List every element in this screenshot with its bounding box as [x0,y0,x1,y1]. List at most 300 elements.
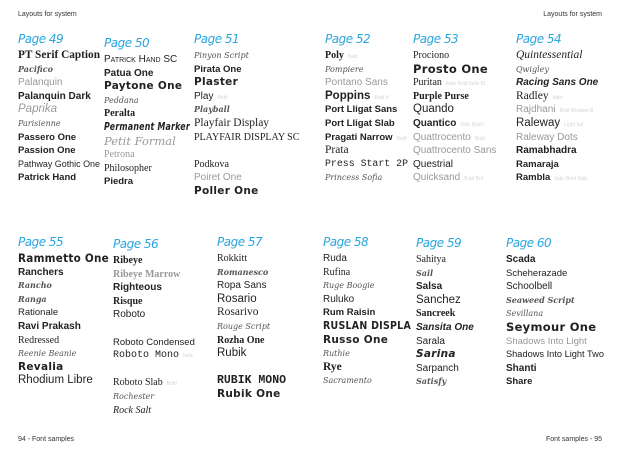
page-heading: Page 60 [506,236,552,250]
font-name: Sevillana [506,309,544,319]
font-name: Sail [416,267,434,278]
font-name: Sarina [416,348,456,361]
font-name: Rammetto One [18,251,109,265]
font-sample-line [194,117,269,131]
font-sample [416,362,474,376]
font-name: Podkova [194,158,229,170]
font-sample [506,375,607,389]
font-name: Peralta [104,108,136,120]
font-sample [18,306,119,320]
page-heading: Page 53 [413,32,459,46]
font-name: Prosto One [413,61,489,76]
font-sample [113,390,195,404]
font-sample-line [416,294,461,308]
font-sample [217,279,286,293]
font-sample [194,144,299,158]
font-sample-line [194,103,230,117]
font-sample [113,295,195,309]
font-sample-line [104,67,153,81]
page-column [217,235,286,402]
font-sample-line [416,321,474,335]
font-name: Raleway Dots [516,131,578,143]
font-sample [217,374,286,388]
font-sample [413,171,496,185]
font-sample-line [18,252,109,266]
font-sample-line [516,76,598,90]
font-name: Romanesco [217,266,269,277]
font-style-variants: Italic [552,94,563,101]
font-sample [413,76,496,90]
font-name: Rouge Script [217,321,271,331]
font-sample [194,103,299,117]
font-sample [323,347,421,361]
font-sample [113,322,195,336]
font-sample-line [325,144,349,158]
font-sample-line [18,144,76,158]
font-sample-line [18,63,53,77]
font-sample [416,375,474,389]
page-heading: Page 55 [18,235,64,249]
font-sample-line [323,293,354,307]
font-sample [506,307,607,321]
font-sample-line [113,349,193,364]
font-name: Playball [194,104,230,115]
font-name: Quantico [413,117,457,129]
font-name: Sacramento [323,376,372,386]
footer-left: 94 - Font samples [18,436,75,443]
font-sample-line [113,281,162,295]
font-name: Ramabhadra [516,145,577,157]
font-name: Questrial [413,158,454,170]
font-name: Rufina [323,266,351,278]
font-name: Passero One [18,131,77,143]
font-sample [194,131,299,145]
font-name: Patua One [104,67,154,79]
font-name: Petit Formal [104,133,176,148]
font-sample [194,90,299,104]
font-sample [325,90,409,104]
font-name: Poppins [325,89,371,102]
font-name: Sanchez [416,293,461,306]
font-name: Ramaraja [516,158,559,170]
font-sample [323,306,421,320]
font-name: RUSLAN DISPLA [323,319,412,332]
font-name: Paprika [18,103,57,116]
font-sample-line [413,144,496,158]
font-name: Shanti [506,362,537,374]
font-name: Prociono [413,50,450,61]
font-name: Roboto Slab [113,377,163,389]
font-name: Quattrocento Sans [413,145,497,157]
font-sample [325,158,409,172]
font-sample-line [217,374,286,388]
page-column [18,235,119,388]
font-name: Rajdhani [516,104,556,116]
font-sample-line [506,335,587,349]
font-sample-line [217,334,265,348]
font-sample-line [18,361,64,375]
font-name: Shadows Into Light Two [506,349,604,361]
font-sample-line [516,63,549,77]
font-sample [194,63,299,77]
font-sample [18,347,119,361]
font-name: Peddana [104,95,139,105]
font-name: Ruluko [323,293,355,305]
font-name: Rochester [113,391,155,401]
font-sample [18,76,105,90]
page-heading: Page 52 [325,32,371,46]
font-sample-line [506,348,604,362]
font-sample [325,103,409,117]
font-name: Sancreek [416,308,456,320]
font-style-variants: Bold [396,135,407,142]
font-name: Pathway Gothic One [18,158,100,170]
font-name: Scada [506,254,536,265]
font-name: Philosopher [104,162,152,174]
font-sample [325,131,409,145]
font-name: Ruda [323,253,347,264]
font-name: Qwigley [516,64,549,74]
font-sample [18,90,105,104]
font-sample-line [194,76,238,90]
font-sample-line [113,404,151,418]
font-sample [18,49,105,63]
font-sample-line [217,279,266,293]
font-sample [18,320,119,334]
page-heading: Page 58 [323,235,369,249]
font-name: Rye [323,360,342,373]
font-name: Paytone One [104,80,183,93]
font-sample [18,374,119,388]
font-sample [325,144,409,158]
font-sample [416,294,474,308]
font-name: Rozha One [217,334,265,346]
font-name: Quicksand [413,172,461,184]
page-heading: Page 57 [217,235,263,249]
font-sample [516,103,598,117]
font-sample-line [325,63,363,77]
page-heading: Page 51 [194,32,240,46]
font-sample-line [18,279,52,293]
font-name: Pontano Sans [325,77,388,89]
font-sample-line [325,76,388,90]
font-sample [506,253,607,267]
font-sample-line [18,76,62,90]
font-sample [217,320,286,334]
font-name: Princess Sofia [325,173,383,183]
font-sample [323,266,421,280]
font-name: Ruthie [323,349,350,359]
font-sample [194,171,299,185]
font-name: Poiret One [194,172,242,184]
font-sample [194,117,299,131]
font-sample [516,76,598,90]
font-sample [113,308,195,322]
font-sample-line [194,131,299,145]
font-name: Risque [113,295,143,307]
font-style-variants: Bold It [374,94,389,101]
font-name: Rambla [516,172,551,184]
font-name: Rationale [18,307,59,319]
font-sample-line [18,90,91,104]
font-sample-line [516,171,588,187]
font-sample-line [506,294,575,308]
font-sample-line [113,254,142,268]
font-name: Rancho [18,280,52,291]
font-sample [18,144,105,158]
font-sample [413,131,496,145]
font-name: Patrick Hand SC [104,54,178,65]
font-sample [413,49,496,63]
font-sample [217,361,286,375]
page-column [516,32,598,185]
font-name: Piedra [104,176,134,188]
font-name: Ropa Sans [217,280,267,292]
font-sample-line [325,171,382,185]
font-sample [506,294,607,308]
font-sample-line [104,94,139,108]
font-sample [325,76,409,90]
font-sample [323,320,421,334]
font-sample-line [416,253,446,267]
font-name: Petrona [104,149,135,161]
font-name: Racing Sans One [516,77,599,89]
font-sample-line [506,280,552,294]
font-style-variants: Italic Bold I [460,121,485,128]
font-sample-line [18,171,76,185]
font-name: Parisienne [18,118,61,128]
font-sample [194,49,299,63]
font-sample [113,254,195,268]
font-sample [323,361,421,375]
page-heading: Page 54 [516,32,562,46]
font-sample-line [18,347,76,361]
font-sample-line [323,361,342,375]
font-name: Ranga [18,293,47,304]
font-sample-line [113,390,154,404]
font-sample-line [413,49,449,63]
font-sample [18,158,105,172]
page-heading: Page 59 [416,236,462,250]
page-heading: Page 50 [104,36,150,50]
font-sample [323,293,421,307]
font-style-variants: Bold Medium B [559,108,594,115]
font-sample-line [18,117,61,131]
font-sample [325,117,409,131]
font-sample [18,334,119,348]
font-name: Quando [413,103,454,116]
font-sample [18,103,105,117]
font-sample-line [506,362,537,376]
page-column [413,32,496,185]
font-sample-line [323,306,375,320]
font-name: Rubik One [217,387,281,400]
font-style-variants: Light Ital [564,121,584,128]
font-sample [113,281,195,295]
font-name: Raleway [516,116,561,129]
page-column [323,235,421,388]
font-sample [194,76,299,90]
font-sample [516,131,598,145]
font-name: Radley [516,89,549,102]
font-name: Sansita One [416,321,474,333]
font-sample-line [416,375,446,389]
font-name: Puritan [413,77,442,89]
font-name: Quattrocento [413,131,471,143]
font-name: Port Lligat Slab [325,117,395,129]
font-style-variants: Bold [166,381,177,388]
font-name: Pirata One [194,63,242,75]
font-sample-line [416,267,433,281]
font-sample-line [323,374,372,388]
font-name: Seymour One [506,319,597,334]
font-name: Sarala [416,335,445,347]
font-sample [506,321,607,335]
font-sample [413,144,496,158]
font-sample-line [104,162,152,176]
font-name: Roboto Mono [113,350,180,362]
font-sample [506,362,607,376]
font-sample [416,348,474,362]
font-name: Rubik [217,347,247,360]
font-name: Patrick Hand [18,172,77,184]
font-sample [506,348,607,362]
font-sample [416,280,474,294]
font-style-variants: Italic [183,353,194,360]
font-name: Pinyon Script [194,51,249,60]
font-sample-line [323,252,347,266]
font-name: Permanent Marker [104,120,190,133]
font-sample-line [194,185,259,199]
footer-right: Font samples - 95 [545,436,602,443]
font-sample-line [516,131,578,145]
font-name: Schoolbell [506,281,553,293]
font-sample-line [217,306,259,320]
font-sample-line [416,280,442,294]
font-name: Quintessential [516,49,583,61]
page-column [113,237,195,417]
font-sample [325,171,409,185]
font-sample [113,268,195,282]
font-sample [516,117,598,131]
font-sample-line [416,348,456,362]
font-name: Rosario [217,292,257,305]
font-sample [413,103,496,117]
font-name: Satisfy [416,376,447,387]
header-left: Layouts for system [18,11,77,18]
page-column [194,32,299,199]
font-name: Scheherazade [506,267,568,279]
font-sample-line [194,49,249,63]
font-sample-line [413,103,454,117]
font-sample [325,63,409,77]
font-sample-line [325,103,397,117]
font-sample-line [217,266,268,280]
font-name: Salsa [416,281,443,293]
font-sample [516,158,598,172]
font-style-variants: Bold Bol [464,176,483,183]
font-sample [18,266,119,280]
font-name: PLAYFAIR DISPLAY SC [194,131,300,143]
font-name: Redressed [18,334,60,346]
font-name: Pragati Narrow [325,131,393,143]
page-column [18,32,105,185]
font-name: Ravi Prakash [18,320,81,332]
font-sample [416,253,474,267]
font-name: Seaweed Script [506,294,575,305]
font-name: Pompiere [325,64,364,74]
font-sample [506,267,607,281]
font-sample [217,334,286,348]
font-sample-line [416,307,455,321]
font-sample-line [416,362,459,376]
font-sample [18,279,119,293]
font-sample-line [104,53,177,67]
font-name: Rhodium Libre [18,374,93,387]
font-sample [516,90,598,104]
font-style-variants: Bold [474,135,485,142]
font-name: Roboto Condensed [113,336,195,348]
font-sample-line [323,334,388,348]
font-sample [113,363,195,377]
font-sample-line [113,268,180,282]
font-sample-line [104,135,176,149]
font-sample-line [516,144,577,158]
font-sample-line [113,336,195,350]
font-sample-line [18,103,57,117]
font-sample-line [217,320,270,334]
font-sample-line [18,334,59,348]
font-sample-line [325,158,408,172]
page-column [416,236,474,389]
font-sample-line [18,49,100,63]
font-sample [18,293,119,307]
font-sample [413,158,496,172]
font-name: Shadows Into Light [506,335,587,347]
font-sample [416,307,474,321]
font-sample-line [413,63,488,77]
font-sample-line [194,63,242,77]
font-sample-line [18,158,100,172]
font-sample-line [217,252,247,266]
font-name: PT Serif Caption [18,49,100,61]
font-sample-line [323,266,350,280]
font-name: Ranchers [18,266,64,278]
font-sample-line [194,158,229,172]
font-sample [217,306,286,320]
font-sample-line [217,347,246,361]
font-name: Rum Raisin [323,307,376,319]
font-sample [18,131,105,145]
font-style-variants: Italic Bold Italic [554,176,588,183]
font-style-variants: Italic [347,54,359,60]
font-sample [113,404,195,418]
font-name: Plaster [194,76,239,89]
font-name: Russo One [323,333,389,346]
font-sample [516,49,598,63]
font-sample [413,90,496,104]
font-sample-line [325,117,395,131]
page-heading: Page 49 [18,32,64,46]
font-name: Playfair Display [194,116,270,129]
font-sample-line [18,293,47,307]
font-name: Port Lligat Sans [325,104,398,116]
font-name: Press Start 2P [325,158,409,170]
font-sample [416,335,474,349]
font-name: Revalia [18,360,64,373]
font-sample [323,334,421,348]
font-sample [113,349,195,363]
